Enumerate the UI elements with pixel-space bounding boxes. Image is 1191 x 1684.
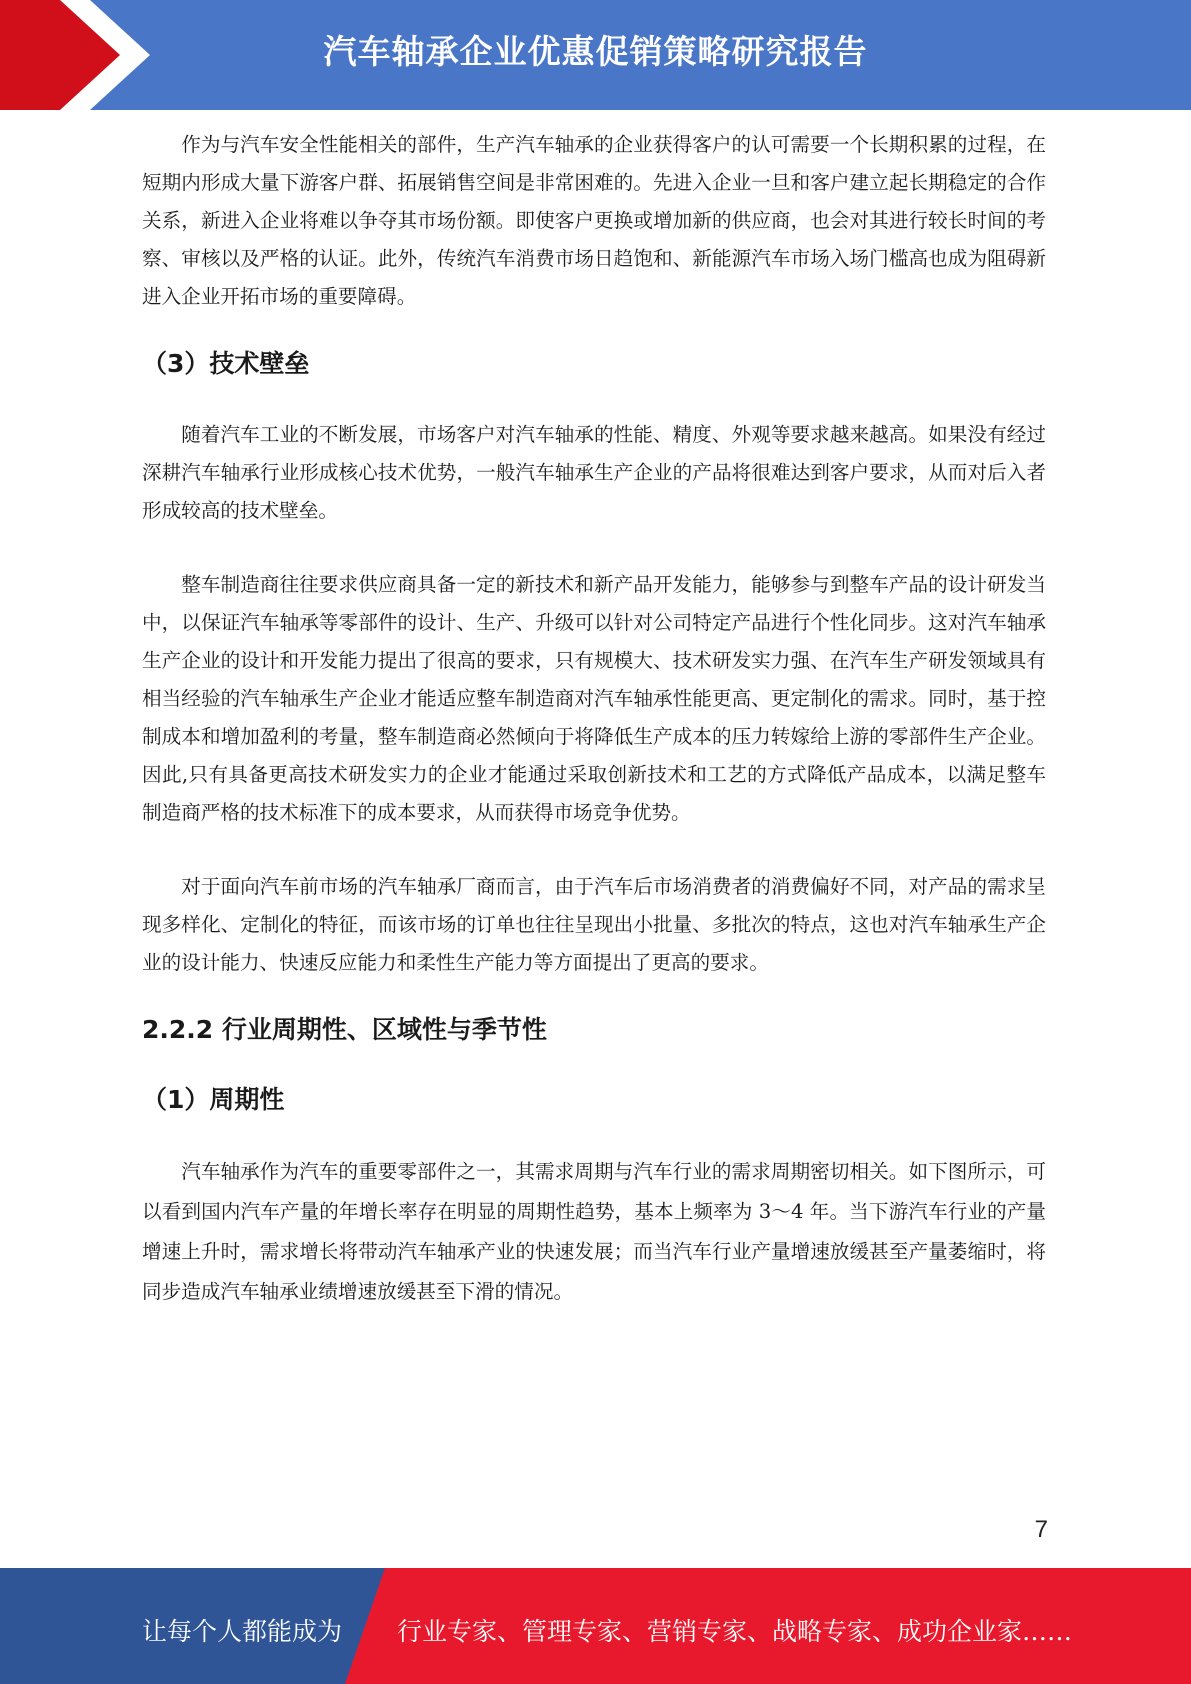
paragraph-cyclicality: 汽车轴承作为汽车的重要零部件之一，其需求周期与汽车行业的需求周期密切相关。如下图所示，可以看到国内汽车产量的年增长率存在明显的周期性趋势，基本上频率为 3～4 年。当下游汽车行业的产量增速上升时，需求增长将带动汽车轴承产业的快速发展；而当汽车行业产量增速放缓甚至产量萎缩时，将同步造成汽车轴承业绩增速放缓甚至下滑的情况。 <box>142 1160 1046 1303</box>
report-title: 汽车轴承企业优惠促销策略研究报告 <box>323 32 868 71</box>
heading-section-2-2-2: 2.2.2 行业周期性、区域性与季节性 <box>142 1015 547 1044</box>
footer-slogan-left: 让每个人都能成为 <box>142 1617 343 1646</box>
paragraph-oem-requirements: 整车制造商往往要求供应商具备一定的新技术和新产品开发能力，能够参与到整车产品的设计研发当中，以保证汽车轴承等零部件的设计、生产、升级可以针对公司特定产品进行个性化同步。这对汽车轴承生产企业的设计和开发能力提出了很高的要求，只有规模大、技术研发实力强、在汽车生产研发领域具有相当经验的汽车轴承生产企业才能适应整车制造商对汽车轴承性能更高、更定制化的需求。同时，基于控制成本和增加盈利的考量，整车制造商必然倾向于将降低生产成本的压力转嫁给上游的零部件生产企业。因此,只有具备更高技术研发实力的企业才能通过采取创新技术和工艺的方式降低产品成本，以满足整车制造商严格的技术标准下的成本要求，从而获得市场竞争优势。 <box>142 573 1046 824</box>
page-number: 7 <box>1034 1516 1048 1543</box>
footer-slogan-right: 行业专家、管理专家、营销专家、战略专家、成功企业家…… <box>397 1617 1073 1646</box>
document-body <box>142 126 1046 1312</box>
paragraph-market-barrier: 作为与汽车安全性能相关的部件，生产汽车轴承的企业获得客户的认可需要一个长期积累的过程，在短期内形成大量下游客户群、拓展销售空间是非常困难的。先进入企业一旦和客户建立起长期稳定的合作关系，新进入企业将难以争夺其市场份额。即使客户更换或增加新的供应商，也会对其进行较长时间的考察、审核以及严格的认证。此外，传统汽车消费市场日趋饱和、新能源汽车市场入场门槛高也成为阻碍新进入企业开拓市场的重要障碍。 <box>142 133 1046 308</box>
paragraph-tech-requirements: 随着汽车工业的不断发展，市场客户对汽车轴承的性能、精度、外观等要求越来越高。如果没有经过深耕汽车轴承行业形成核心技术优势，一般汽车轴承生产企业的产品将很难达到客户要求，从而对后入者形成较高的技术壁垒。 <box>142 423 1046 522</box>
page-footer <box>0 1568 1191 1684</box>
heading-technology-barrier: （3）技术壁垒 <box>142 349 310 378</box>
heading-cyclicality: （1）周期性 <box>142 1085 285 1114</box>
paragraph-aftermarket: 对于面向汽车前市场的汽车轴承厂商而言，由于汽车后市场消费者的消费偏好不同，对产品的需求呈现多样化、定制化的特征，而该市场的订单也往往呈现出小批量、多批次的特点，这也对汽车轴承生产企业的设计能力、快速反应能力和柔性生产能力等方面提出了更高的要求。 <box>142 875 1046 974</box>
page-header <box>0 0 1191 110</box>
